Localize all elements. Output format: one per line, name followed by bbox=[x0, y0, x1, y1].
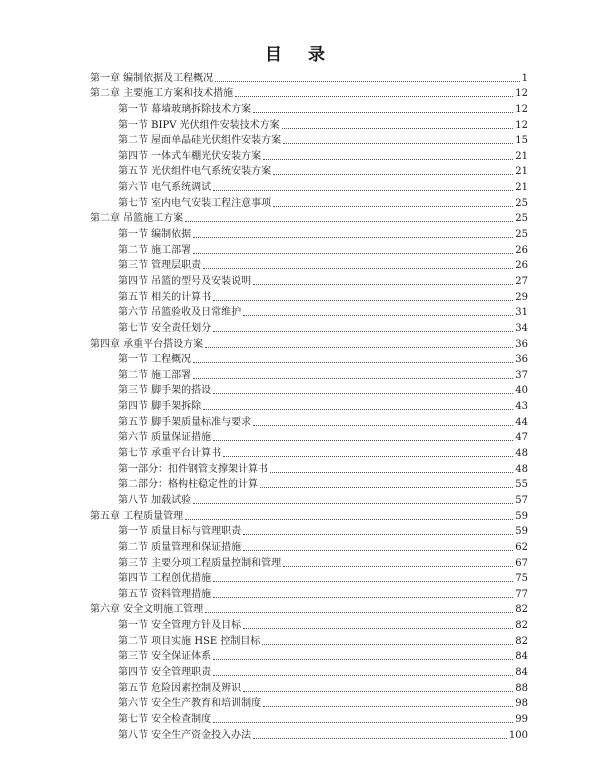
toc-page-number: 26 bbox=[515, 244, 528, 256]
toc-page-number: 15 bbox=[515, 135, 528, 147]
toc-section-entry[interactable] bbox=[90, 163, 528, 179]
toc-page-number: 98 bbox=[515, 698, 528, 710]
toc-page-number: 29 bbox=[515, 291, 528, 303]
toc-entry-label: 第五节 相关的计算书 bbox=[118, 291, 212, 303]
toc-chapter-entry[interactable] bbox=[90, 335, 528, 351]
toc-chapter-entry[interactable] bbox=[90, 601, 528, 617]
toc-section-entry[interactable] bbox=[90, 538, 528, 554]
table-of-contents bbox=[90, 69, 528, 742]
toc-page-number: 84 bbox=[515, 651, 528, 663]
dot-leader bbox=[213, 190, 513, 191]
toc-chapter-entry[interactable] bbox=[90, 507, 528, 523]
toc-page-number: 88 bbox=[515, 682, 528, 694]
toc-entry-label: 第七节 承重平台计算书 bbox=[118, 448, 222, 460]
dot-leader bbox=[273, 174, 513, 175]
dot-leader bbox=[215, 81, 519, 82]
dot-leader bbox=[223, 456, 513, 457]
toc-section-entry[interactable] bbox=[90, 554, 528, 570]
toc-page-number: 84 bbox=[515, 666, 528, 678]
toc-page-number: 82 bbox=[515, 620, 528, 632]
dot-leader bbox=[205, 347, 513, 348]
toc-entry-label: 第七节 室内电气安装工程注意事项 bbox=[118, 197, 272, 209]
dot-leader bbox=[243, 691, 513, 692]
toc-section-entry[interactable] bbox=[90, 413, 528, 429]
toc-entry-label: 第八节 安全生产资金投入办法 bbox=[118, 729, 252, 741]
toc-section-entry[interactable] bbox=[90, 679, 528, 695]
dot-leader bbox=[263, 159, 513, 160]
toc-chapter-entry[interactable] bbox=[90, 210, 528, 226]
toc-entry-label: 第二节 屋面单晶硅光伏组件安装方案 bbox=[118, 135, 282, 147]
dot-leader bbox=[203, 409, 513, 410]
toc-section-entry[interactable] bbox=[90, 132, 528, 148]
dot-leader bbox=[213, 722, 513, 723]
toc-page-number: 31 bbox=[515, 307, 528, 319]
dot-leader bbox=[253, 425, 513, 426]
toc-entry-label: 第八节 加载试验 bbox=[118, 494, 192, 506]
toc-page-number: 59 bbox=[515, 526, 528, 538]
toc-page-number: 43 bbox=[515, 401, 528, 413]
toc-entry-label: 第四节 吊篮的型号及安装说明 bbox=[118, 275, 252, 287]
toc-entry-label: 第三节 脚手架的搭设 bbox=[118, 385, 212, 397]
toc-section-entry[interactable] bbox=[90, 585, 528, 601]
toc-page-number: 67 bbox=[515, 557, 528, 569]
toc-section-entry[interactable] bbox=[90, 429, 528, 445]
toc-chapter-entry[interactable] bbox=[90, 85, 528, 101]
toc-entry-label: 第三节 管理层职责 bbox=[118, 260, 202, 272]
toc-entry-label: 第二节 质量管理和保证措施 bbox=[118, 541, 242, 553]
dot-leader bbox=[193, 253, 513, 254]
toc-page-number: 25 bbox=[515, 229, 528, 241]
toc-section-entry[interactable] bbox=[90, 116, 528, 132]
toc-entry-label: 第四节 脚手架拆除 bbox=[118, 401, 202, 413]
dot-leader bbox=[270, 472, 513, 473]
toc-section-entry[interactable] bbox=[90, 225, 528, 241]
toc-entry-label: 第七节 安全检查制度 bbox=[118, 713, 212, 725]
toc-section-entry[interactable] bbox=[90, 304, 528, 320]
toc-section-entry[interactable] bbox=[90, 648, 528, 664]
toc-entry-label: 第一节 BIPV 光伏组件安装技术方案 bbox=[118, 119, 280, 131]
dot-leader bbox=[263, 706, 513, 707]
toc-section-entry[interactable] bbox=[90, 100, 528, 116]
dot-leader bbox=[203, 268, 513, 269]
toc-page-number: 75 bbox=[515, 573, 528, 585]
toc-page-number: 59 bbox=[515, 510, 528, 522]
toc-section-entry[interactable] bbox=[90, 382, 528, 398]
toc-entry-label: 第六节 质量保证措施 bbox=[118, 432, 212, 444]
dot-leader bbox=[213, 331, 513, 332]
toc-section-entry[interactable] bbox=[90, 351, 528, 367]
dot-leader bbox=[213, 581, 513, 582]
dot-leader bbox=[253, 738, 507, 739]
toc-page-number: 55 bbox=[515, 479, 528, 491]
toc-entry-label: 第一部分：扣件钢管支撑架计算书 bbox=[118, 463, 268, 475]
toc-entry-label: 第二节 施工部署 bbox=[118, 369, 192, 381]
toc-entry-label: 第五节 危险因素控制及辨识 bbox=[118, 682, 242, 694]
toc-page-number: 40 bbox=[515, 385, 528, 397]
toc-entry-label: 第四节 工程创优措施 bbox=[118, 573, 212, 585]
dot-leader bbox=[185, 221, 513, 222]
toc-chapter-entry[interactable] bbox=[90, 69, 528, 85]
toc-section-entry[interactable] bbox=[90, 460, 528, 476]
toc-entry-label: 第五章 工程质量管理 bbox=[90, 510, 184, 522]
toc-entry-label: 第五节 资料管理措施 bbox=[118, 588, 212, 600]
dot-leader bbox=[283, 566, 513, 567]
toc-page-number: 47 bbox=[515, 432, 528, 444]
dot-leader bbox=[213, 300, 513, 301]
page-title: 目 录 bbox=[265, 45, 335, 65]
toc-entry-label: 第三节 主要分项工程质量控制和管理 bbox=[118, 557, 282, 569]
toc-entry-label: 第三节 安全保证体系 bbox=[118, 651, 212, 663]
dot-leader bbox=[185, 519, 513, 520]
toc-page-number: 21 bbox=[515, 182, 528, 194]
dot-leader bbox=[193, 378, 513, 379]
toc-page-number: 1 bbox=[521, 72, 528, 84]
toc-page-number: 25 bbox=[515, 213, 528, 225]
dot-leader bbox=[235, 96, 513, 97]
toc-entry-label: 第一节 工程概况 bbox=[118, 354, 192, 366]
dot-leader bbox=[253, 112, 513, 113]
toc-page-number: 44 bbox=[515, 416, 528, 428]
toc-entry-label: 第四章 承重平台搭设方案 bbox=[90, 338, 204, 350]
toc-page-number: 37 bbox=[515, 369, 528, 381]
toc-page-number: 99 bbox=[515, 713, 528, 725]
dot-leader bbox=[193, 237, 513, 238]
dot-leader bbox=[213, 440, 513, 441]
toc-entry-label: 第四节 安全管理职责 bbox=[118, 666, 212, 678]
toc-entry-label: 第一节 幕墙玻璃拆除技术方案 bbox=[118, 103, 252, 115]
dot-leader bbox=[205, 612, 513, 613]
toc-page-number: 36 bbox=[515, 354, 528, 366]
toc-page-number: 26 bbox=[515, 260, 528, 272]
toc-section-entry[interactable] bbox=[90, 570, 528, 586]
toc-entry-label: 第五节 脚手架质量标准与要求 bbox=[118, 416, 252, 428]
toc-page-number: 34 bbox=[515, 322, 528, 334]
toc-page-number: 82 bbox=[515, 635, 528, 647]
toc-page-number: 27 bbox=[515, 275, 528, 287]
toc-entry-label: 第一节 安全管理方针及目标 bbox=[118, 620, 242, 632]
toc-section-entry[interactable] bbox=[90, 257, 528, 273]
toc-entry-label: 第七节 安全责任划分 bbox=[118, 322, 212, 334]
toc-page-number: 77 bbox=[515, 588, 528, 600]
toc-entry-label: 第一节 编制依据 bbox=[118, 229, 192, 241]
dot-leader bbox=[283, 143, 513, 144]
dot-leader bbox=[253, 284, 513, 285]
toc-page-number: 48 bbox=[515, 463, 528, 475]
toc-entry-label: 第一章 编制依据及工程概况 bbox=[90, 72, 214, 84]
dot-leader bbox=[213, 393, 513, 394]
dot-leader bbox=[213, 597, 513, 598]
toc-section-entry[interactable] bbox=[90, 695, 528, 711]
toc-section-entry[interactable] bbox=[90, 444, 528, 460]
toc-section-entry[interactable] bbox=[90, 632, 528, 648]
toc-entry-label: 第二节 施工部署 bbox=[118, 244, 192, 256]
toc-section-entry[interactable] bbox=[90, 710, 528, 726]
dot-leader bbox=[243, 534, 513, 535]
toc-entry-label: 第一节 质量目标与管理职责 bbox=[118, 526, 242, 538]
toc-page-number: 12 bbox=[515, 119, 528, 131]
dot-leader bbox=[243, 628, 513, 629]
dot-leader bbox=[193, 362, 513, 363]
toc-page-number: 25 bbox=[515, 197, 528, 209]
toc-page-number: 12 bbox=[515, 88, 528, 100]
dot-leader bbox=[243, 315, 513, 316]
toc-section-entry[interactable] bbox=[90, 663, 528, 679]
toc-page-number: 82 bbox=[515, 604, 528, 616]
toc-section-entry[interactable] bbox=[90, 616, 528, 632]
toc-entry-label: 第二章 吊篮施工方案 bbox=[90, 213, 184, 225]
toc-section-entry[interactable] bbox=[90, 288, 528, 304]
dot-leader bbox=[260, 487, 513, 488]
toc-section-entry[interactable] bbox=[90, 476, 528, 492]
toc-page-number: 48 bbox=[515, 448, 528, 460]
toc-section-entry[interactable] bbox=[90, 319, 528, 335]
toc-section-entry[interactable] bbox=[90, 366, 528, 382]
toc-page-number: 57 bbox=[515, 494, 528, 506]
toc-entry-label: 第六节 安全生产教育和培训制度 bbox=[118, 698, 262, 710]
toc-section-entry[interactable] bbox=[90, 147, 528, 163]
toc-entry-label: 第五节 光伏组件电气系统安装方案 bbox=[118, 166, 272, 178]
toc-section-entry[interactable] bbox=[90, 241, 528, 257]
toc-section-entry[interactable] bbox=[90, 194, 528, 210]
toc-section-entry[interactable] bbox=[90, 491, 528, 507]
toc-section-entry[interactable] bbox=[90, 523, 528, 539]
toc-section-entry[interactable] bbox=[90, 178, 528, 194]
toc-page-number: 12 bbox=[515, 103, 528, 115]
toc-section-entry[interactable] bbox=[90, 272, 528, 288]
toc-page-number: 62 bbox=[515, 541, 528, 553]
dot-leader bbox=[282, 128, 514, 129]
toc-page-number: 21 bbox=[515, 166, 528, 178]
toc-entry-label: 第二节 项目实施 HSE 控制目标 bbox=[118, 635, 261, 647]
toc-entry-label: 第六节 电气系统调试 bbox=[118, 182, 212, 194]
dot-leader bbox=[273, 206, 513, 207]
toc-entry-label: 第六节 吊篮验收及日常维护 bbox=[118, 307, 242, 319]
dot-leader bbox=[193, 503, 513, 504]
toc-page-number: 36 bbox=[515, 338, 528, 350]
toc-entry-label: 第二章 主要施工方案和技术措施 bbox=[90, 88, 234, 100]
dot-leader bbox=[213, 675, 513, 676]
toc-page-number: 21 bbox=[515, 150, 528, 162]
toc-page-number: 100 bbox=[508, 729, 528, 741]
toc-entry-label: 第六章 安全文明施工管理 bbox=[90, 604, 204, 616]
toc-section-entry[interactable] bbox=[90, 397, 528, 413]
toc-section-entry[interactable] bbox=[90, 726, 528, 742]
dot-leader bbox=[243, 550, 513, 551]
dot-leader bbox=[262, 644, 513, 645]
toc-entry-label: 第四节 一体式车棚光伏安装方案 bbox=[118, 150, 262, 162]
toc-entry-label: 第二部分：格构柱稳定性的计算 bbox=[118, 479, 258, 491]
dot-leader bbox=[213, 659, 513, 660]
